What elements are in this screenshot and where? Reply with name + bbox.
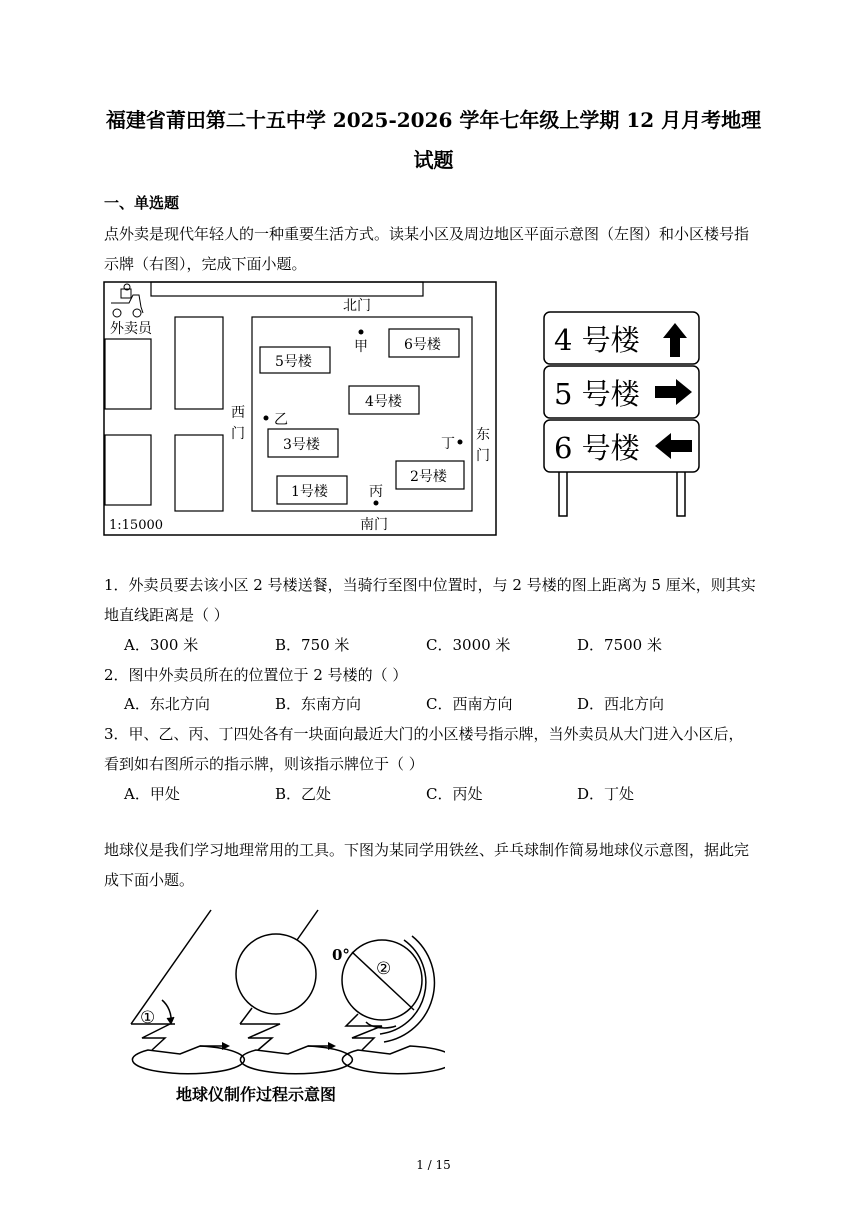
point-bing: 丙 xyxy=(369,484,383,500)
zero-degree-label: 0° xyxy=(332,946,350,964)
building-6: 6号楼 xyxy=(404,337,441,353)
west-gate-label-1: 西 xyxy=(231,405,245,421)
intro-1-line-1: 点外卖是现代年轻人的一种重要生活方式。读某小区及周边地区平面示意图（左图）和小区楼号指 xyxy=(104,225,750,243)
q1-option-c[interactable]: C．3000 米 xyxy=(426,636,511,654)
q1-line-2: 地直线距离是（ ） xyxy=(104,606,229,624)
building-2: 2号楼 xyxy=(410,469,447,485)
mark-2: ② xyxy=(376,959,392,979)
q1-options xyxy=(124,630,764,660)
q1-option-a[interactable]: A．300 米 xyxy=(124,636,199,654)
building-sign xyxy=(540,306,705,518)
point-yi: 乙 xyxy=(274,412,288,428)
q3-option-a[interactable]: A．甲处 xyxy=(124,785,180,803)
south-gate-label: 南门 xyxy=(360,517,388,533)
building-3: 3号楼 xyxy=(283,437,320,453)
map-scale: 1:15000 xyxy=(109,518,164,533)
intro-2-line-2: 成下面小题。 xyxy=(104,871,195,889)
delivery-scooter-icon xyxy=(111,284,143,317)
west-gate-label-2: 门 xyxy=(231,426,245,442)
q2-option-d[interactable]: D．西北方向 xyxy=(577,695,665,713)
sign-row-5: 5 号楼 xyxy=(554,377,640,411)
q2-option-b[interactable]: B．东南方向 xyxy=(275,695,362,713)
building-1: 1号楼 xyxy=(291,484,328,500)
q2-line: 2．图中外卖员所在的位置位于 2 号楼的（ ） xyxy=(104,666,408,684)
building-5: 5号楼 xyxy=(275,354,312,370)
section-heading: 一、单选题 xyxy=(104,194,180,212)
building-4: 4号楼 xyxy=(365,394,402,410)
q3-line-2: 看到如右图所示的指示牌，则该指示牌位于（ ） xyxy=(104,755,424,773)
page-number: 1 / 15 xyxy=(416,1158,451,1172)
q3-line-1: 3．甲、乙、丙、丁四处各有一块面向最近大门的小区楼号指示牌，当外卖员从大门进入小区后， xyxy=(104,725,744,743)
q3-option-b[interactable]: B．乙处 xyxy=(275,785,332,803)
north-gate-label: 北门 xyxy=(343,298,371,314)
q3-option-c[interactable]: C．丙处 xyxy=(426,785,483,803)
q1-option-d[interactable]: D．7500 米 xyxy=(577,636,662,654)
globe-process-diagram xyxy=(100,902,445,1112)
mark-1: ① xyxy=(140,1008,156,1028)
sign-row-4: 4 号楼 xyxy=(554,323,640,357)
east-gate-label-2: 门 xyxy=(476,448,490,464)
q1-line-1: 1．外卖员要去该小区 2 号楼送餐，当骑行至图中位置时，与 2 号楼的图上距离为 5 厘米，则其实 xyxy=(104,576,756,594)
point-jia: 甲 xyxy=(354,339,368,355)
east-gate-label-1: 东 xyxy=(476,427,490,443)
q2-option-c[interactable]: C．西南方向 xyxy=(426,695,513,713)
q3-options xyxy=(124,779,764,809)
intro-1-line-2: 示牌（右图），完成下面小题。 xyxy=(104,255,307,273)
q2-options xyxy=(124,689,764,719)
sign-row-6: 6 号楼 xyxy=(554,431,640,465)
title-line-1: 福建省莆田第二十五中学 2025-2026 学年七年级上学期 12 月月考地理 xyxy=(105,108,762,132)
title-line-2: 试题 xyxy=(413,148,454,172)
q2-option-a[interactable]: A．东北方向 xyxy=(124,695,210,713)
intro-2-line-1: 地球仪是我们学习地理常用的工具。下图为某同学用铁丝、乒乓球制作简易地球仪示意图，据此完 xyxy=(104,841,750,859)
deliveryman-label: 外卖员 xyxy=(110,321,152,337)
q3-option-d[interactable]: D．丁处 xyxy=(577,785,635,803)
community-map xyxy=(103,281,499,537)
point-ding: 丁 xyxy=(441,436,455,452)
globe-caption: 地球仪制作过程示意图 xyxy=(176,1085,337,1104)
q1-option-b[interactable]: B．750 米 xyxy=(275,636,350,654)
